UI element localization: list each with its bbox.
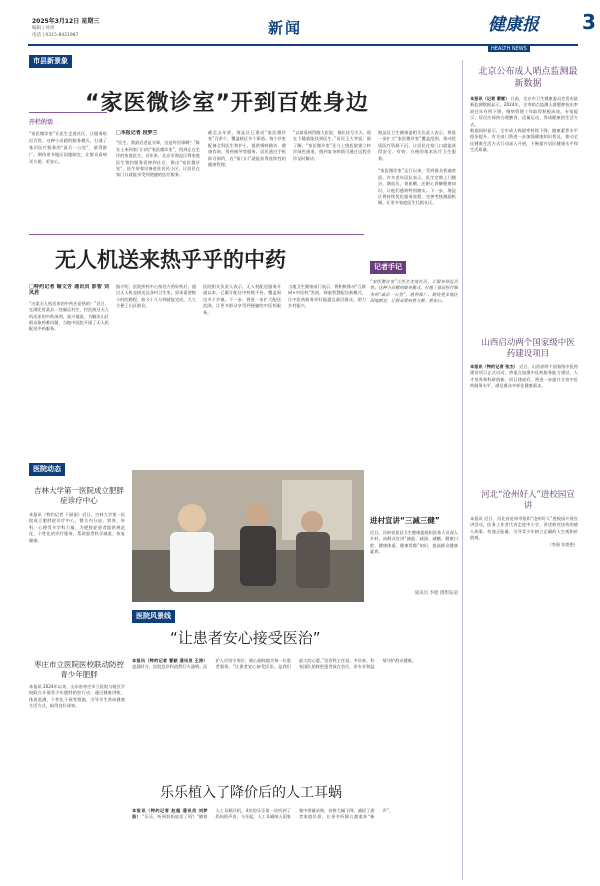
reporter-notes-body: [370, 279, 458, 369]
section-name: 新闻: [268, 19, 303, 37]
photo-caption-text: 近日，河南省某县卫生健康委组织医务人员深入乡村，向群众宣讲“减盐、减油、减糖，健康口腔、健康体重、健康骨骼”知识，提高群众健康素养。: [370, 530, 458, 555]
top-story-para-1: “医生，我最近老是头晕，这是咋回事啊？”陈女士来到家门口的“家医微诊室”，找到正在坐诊的家庭医生。近年来，北京市海淀区将家庭医生签约服务延伸到社区，推出“家医微诊室”，医生带着设备进驻居民小区，让居民在家门口就能享受到便捷的医疗服务。: [116, 140, 200, 178]
logo-en: HEALTH NEWS: [488, 46, 530, 52]
photo-scene: [132, 470, 364, 602]
trend-body-2: [29, 684, 125, 834]
editor-note-body: [29, 130, 107, 260]
page-number: 3: [582, 10, 596, 34]
cangzhou-headline: 河北“沧州好人”进校园宣讲: [481, 490, 575, 511]
reporter-notes: [370, 254, 458, 364]
cochlear-headline: 乐乐植入了降价后的人工耳蜗: [160, 785, 342, 801]
photo-caption: [370, 515, 458, 605]
drone-para-1: “这架无人机送来的中药还是热的！”近日，在湖北省某县一处偏远村庄，村医接过无人机送来的中药汤剂，高兴地说。为解决山区群众取药难问题，当地中医院开通了无人机配送中药服务。: [29, 300, 109, 332]
scene-text: 凌晨时分，医院急诊科依然灯火通明。医护人员坚守岗位，耐心细致地为每一位患者服务。“让患者安心接受医治，是我们最大的心愿。”急诊科主任说。多年来，科室团队始终把患者放在首位，用专业和温情守护群众健康。: [132, 658, 417, 670]
drone-para-3: 医院相关负责人表示，无人机配送服务开通以来，已累计配送中药数千份，覆盖周边多个乡镇。下一步，将进一步扩大配送范围，让更多群众享受到便捷的中医药服务。: [203, 284, 281, 315]
top-story-para-4: 海淀区卫生健康委相关负责人表示，将进一步扩大“家医微诊室”覆盖范围，推动优质医疗资源下沉，让居民在家门口就能获得安全、有效、方便的基本医疗卫生服务。: [378, 130, 456, 161]
section-tag-scene: 医院风景线: [132, 610, 175, 623]
side-news-para-2: 数据同时显示，全市成人吸烟率持续下降，健康素养水平稳步提升。有关部门将进一步加强健康知识普及，推动全民健康生活方式行动深入开展，不断提升居民健康水平和生活质量。: [470, 128, 578, 153]
section-tag-hospital: 医院动态: [29, 463, 65, 476]
top-story-para-3: “以前看病得跑大医院，排队挂号半天，现在下楼就能找到医生。”居民王大爷说。据了解，“家医微诊室”还与上级医院建立转诊绿色通道，遇到复杂病情可通过远程会诊及时解决。: [293, 130, 371, 161]
top-story-para-2: 截至去年底，海淀区已建成“家医微诊室”百余个，覆盖辖区多个街道。每个诊室配备全科医生和护士，提供慢病随访、健康咨询、用药指导等服务。居民通过手机即可预约，在“家门口”就能获得连续性的健康管理。: [208, 130, 286, 168]
side-news-2-text: 近日，山西省两个国家级中医药建设项目正式启动，将重点加强中医药服务能力建设、人才培养和科研创新。项目建成后，将进一步提升全省中医药服务水平，满足群众多样化健康需求。: [470, 364, 578, 389]
cangzhou-credit: （李强 张艳艳）: [547, 541, 578, 547]
logo-cn: 健康报: [488, 15, 539, 35]
cochlear-body: [132, 808, 458, 880]
editor-note-title: 开栏的话: [29, 119, 54, 126]
reporter-notes-text: “家医微诊室”让医生走进社区，让服务贴近百姓。这种小而精的服务模式，打通了基层医疗服务的“最后一公里”，值得推广。期待更多地区因地制宜，让群众看病更方便、更安心。: [370, 279, 458, 304]
trend-text-1: 本报讯（特约记者 于丽丽）近日，吉林大学第一医院成立肥胖症诊疗中心，整合内分泌、营养、外科、心理等多学科力量，为肥胖症患者提供规范化、个性化的诊疗服务，帮助患者科学减重、恢复健康。: [29, 512, 125, 543]
phone-line: 电话 | 0315-8421987: [32, 33, 79, 38]
drone-col-2: [116, 284, 196, 444]
scene-byline: 本报讯（特约记者 曹颖 通讯员 王涛）: [132, 658, 208, 663]
trend-headline-1: 吉林大学第一医院成立肥胖症诊疗中心: [34, 486, 124, 505]
cangzhou-body: [470, 516, 578, 676]
side-news-byline: 本报讯（记者 萧雷）: [470, 96, 510, 101]
drone-rule: [29, 234, 364, 235]
scene-headline: “让患者安心接受医治”: [170, 629, 321, 647]
top-story-para-5: “家医微诊室”运行以来，受到群众普遍欢迎。许多老年居民表示，医生定期上门随访，测血压、查血糖，还耐心讲解健康知识，让他们感到特别踏实。下一步，海淀区将持续优化服务流程，完善考核激励机制，让更多家庭医生扎根社区。: [378, 168, 456, 206]
scene-body: [132, 658, 458, 798]
drone-para-4: 当地卫生健康部门表示，将积极推动“互联网+中医药”发展，探索智慧配送新模式，让中医药服务更好地惠及基层群众，助力乡村振兴。: [288, 284, 366, 309]
drone-headline: 无人机送来热乎乎的中药: [55, 248, 286, 272]
cochlear-text: “乐乐，听到妈妈说话了吗？”随着人工耳蜗开机，4岁的乐乐第一次听到了妈妈的声音。今年起，人工耳蜗纳入国家集中带量采购，价格大幅下降，减轻了患者家庭负担，让更多听障儿童重获“新声”。: [142, 808, 394, 820]
side-news-2-headline: 山西启动两个国家级中医药建设项目: [481, 338, 575, 359]
column-divider: [462, 60, 463, 880]
cochlear-byline: 本报讯（特约记者 赵超 通讯员 刘梦茹）: [132, 808, 208, 820]
drone-col-1: [29, 284, 109, 444]
top-story-headline: “家医微诊室”开到百姓身边: [85, 91, 369, 116]
editor-note-box: [29, 112, 107, 263]
trend-body-1: [29, 512, 125, 642]
cangzhou-text: 本报讯 近日，河北省沧州市组织“沧州好人”进校园开展宣讲活动，医务工作者代表走进中小学，讲述救死扶伤的感人故事，传递正能量，引导青少年树立正确的人生观和价值观。: [470, 516, 578, 541]
masthead: [0, 0, 600, 52]
photo-caption-title: 进村宣讲“三减三健”: [370, 516, 440, 525]
trend-headline-2: 枣庄市立医院医校联动防控青少年肥胖: [34, 660, 124, 679]
top-story-byline: □本报记者 段梦兰: [116, 130, 158, 136]
section-tag-county: 市县新景象: [29, 55, 72, 68]
drone-para-2: 据介绍，医院煎药中心按处方煎好药后，通过无人机直接送达各村卫生室，原本需要数小时的路程，如今十几分钟就能完成，大大方便了山区群众。: [116, 284, 196, 309]
reporter-notes-tag: 记者手记: [370, 261, 406, 274]
news-photo: [132, 470, 364, 602]
side-news-headline: 北京公布成人哨点监测最新数据: [478, 67, 578, 89]
side-news-para-1: 日前，北京市卫生健康委员会发布最新监测数据显示，2024年，全市哨点监测人群肥胖检出率较往年有所下降，慢病管理工作取得积极成效。专家提示，居民应保持合理膳食、适量运动，养成健康的生活方式。: [470, 96, 578, 127]
side-news-2-body: [470, 364, 578, 474]
trend-text-2: 本报讯 2024年以来，山东省枣庄市立医院与辖区学校联合开展青少年肥胖防控行动，通过健康讲座、体质监测、个性化干预等措施，引导学生养成健康生活方式，取得良好成效。: [29, 684, 125, 709]
editor-note-text: “家医微诊室”让医生走进社区，让服务贴近百姓。这种小而精的服务模式，打通了基层医疗服务的“最后一公里”，值得推广。期待更多地区因地制宜，让群众看病更方便、更安心。: [29, 131, 107, 164]
side-news-2-byline: 本报讯（特约记者 张杰）: [470, 364, 518, 369]
drone-col-4: [288, 284, 366, 444]
masthead-rule: [28, 44, 578, 46]
photo-caption-body: [370, 530, 458, 590]
date-line: 2025年3月12日 星期三: [32, 18, 100, 25]
drone-byline: □特约记者 喻文芳 通讯员 彭智 刘凤君: [29, 284, 109, 297]
drone-col-3: [203, 284, 281, 444]
side-news-body: [470, 96, 578, 254]
editor-line: 编辑 | 孙勇: [32, 26, 55, 31]
logo: [488, 10, 578, 52]
photo-credit: 通讯员 李健 摄影报道: [414, 591, 458, 596]
